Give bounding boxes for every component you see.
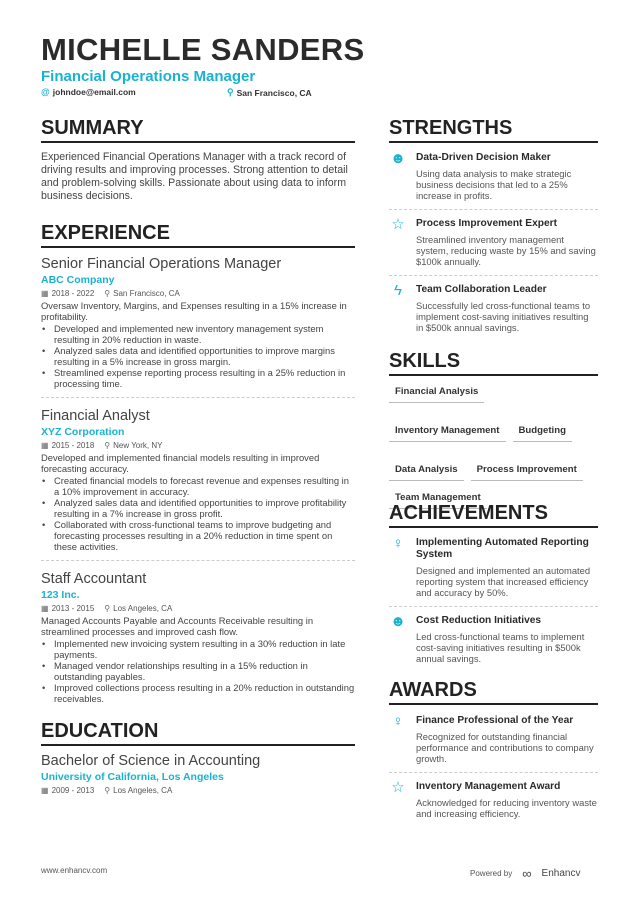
- item-description: Led cross-functional teams to implement cost-saving initiatives resulting in $500k annual savings.: [416, 631, 585, 664]
- divider: [41, 397, 355, 398]
- item-title: Inventory Management Award: [416, 781, 561, 792]
- degree: Bachelor of Science in Accounting: [41, 753, 261, 769]
- job-bullet: • Created financial models to forecast revenue and expenses resulting in a 10% improvement in accuracy.: [41, 475, 355, 497]
- strengths-item: [389, 283, 598, 333]
- location-text: San Francisco, CA: [236, 87, 312, 98]
- job-bullet: • Analyzed sales data and identified opportunities to improve profitability resulting in a 7% increase in gross profit.: [41, 497, 355, 519]
- calendar-icon: ▦: [41, 441, 49, 450]
- item-description: Recognized for outstanding financial performance and contributions to company growth.: [416, 731, 594, 764]
- brand-name: Enhancv: [541, 868, 581, 879]
- school: University of California, Los Angeles: [41, 771, 224, 783]
- location-pin-icon: ⚲: [104, 786, 111, 795]
- company-name: 123 Inc.: [41, 589, 80, 601]
- job-title: Senior Financial Operations Manager: [41, 256, 282, 272]
- summary-section: [41, 116, 355, 203]
- section-heading: ACHIEVEMENTS: [389, 501, 598, 528]
- job-title: Staff Accountant: [41, 571, 147, 587]
- lightbulb-icon: ♀: [392, 713, 404, 730]
- job-location: ⚲ Los Angeles, CA: [104, 604, 173, 613]
- item-title: Finance Professional of the Year: [416, 715, 574, 726]
- email-contact[interactable]: [41, 87, 136, 97]
- item-title: Process Improvement Expert: [416, 218, 557, 229]
- item-title: Team Collaboration Leader: [416, 284, 547, 295]
- education-dates: ▦ 2009 - 2013: [41, 786, 95, 795]
- company-name: XYZ Corporation: [41, 426, 125, 438]
- location-contact: [227, 87, 312, 98]
- job-bullet: • Improved collections process resulting in a 20% reduction in outstanding receivables.: [41, 682, 355, 704]
- job-description: Managed Accounts Payable and Accounts Receivable resulting in streamlined processes and improved cash flow.: [41, 615, 314, 637]
- achievements-item: [389, 536, 598, 598]
- item-title: Cost Reduction Initiatives: [416, 615, 542, 626]
- section-heading: SKILLS: [389, 349, 598, 376]
- powered-by[interactable]: [470, 866, 580, 881]
- experience-section: [41, 221, 355, 704]
- achievements-item: [389, 614, 598, 664]
- item-title: Data-Driven Decision Maker: [416, 152, 551, 163]
- star-icon: ☆: [391, 779, 405, 796]
- skills-section: [389, 349, 598, 509]
- item-title: Implementing Automated Reporting System: [416, 537, 589, 560]
- job-bullet: • Implemented new invoicing system resulting in a 30% reduction in late payments.: [41, 638, 355, 660]
- skill-tag: Team Management: [389, 492, 487, 509]
- section-heading: EDUCATION: [41, 719, 355, 746]
- location-pin-icon: ⚲: [104, 441, 111, 450]
- item-description: Using data analysis to make strategic business decisions that led to a 25% increase in profits.: [416, 168, 572, 201]
- candidate-name: MICHELLE SANDERS: [41, 32, 365, 67]
- calendar-icon: ▦: [41, 604, 49, 613]
- awards-item: [389, 714, 598, 764]
- head-icon: ☻: [390, 613, 406, 630]
- job-dates: ▦ 2015 - 2018: [41, 441, 95, 450]
- job-location: ⚲ New York, NY: [104, 441, 163, 450]
- company-name: ABC Company: [41, 274, 115, 286]
- item-description: Designed and implemented an automated reporting system that increased efficiency and accuracy by 50%.: [416, 565, 591, 598]
- job-title: Financial Analyst: [41, 408, 150, 424]
- awards-item: [389, 780, 598, 819]
- section-heading: STRENGTHS: [389, 116, 598, 143]
- job-bullet: • Streamlined expense reporting process resulting in a 25% reduction in processing time.: [41, 367, 355, 389]
- achievements-section: [389, 501, 598, 664]
- skill-tag: Process Improvement: [471, 464, 583, 481]
- job-bullet: • Collaborated with cross-functional teams to improve budgeting and forecasting processes resulting in a 20% reduction in time spent on these activities.: [41, 519, 355, 552]
- divider: [389, 209, 598, 210]
- strengths-item: [389, 151, 598, 201]
- skill-tag: Budgeting: [513, 425, 572, 442]
- job-bullet: • Developed and implemented new inventory management system resulting in 20% reduction in waste.: [41, 323, 355, 345]
- star-icon: ☆: [391, 216, 405, 233]
- divider: [41, 560, 355, 561]
- education-location: ⚲ Los Angeles, CA: [104, 786, 173, 795]
- job-dates: ▦ 2013 - 2015: [41, 604, 95, 613]
- skill-tag: Financial Analysis: [389, 386, 484, 403]
- education-section: [41, 719, 355, 797]
- strengths-section: [389, 116, 598, 333]
- location-pin-icon: ⚲: [104, 604, 111, 613]
- divider: [389, 772, 598, 773]
- skill-tag: Data Analysis: [389, 464, 464, 481]
- section-heading: EXPERIENCE: [41, 221, 355, 248]
- item-description: Streamlined inventory management system, reducing waste by 15% and saving $100k annually.: [416, 234, 596, 267]
- lightbulb-icon: ♀: [392, 535, 404, 552]
- calendar-icon: ▦: [41, 289, 49, 298]
- summary-text: Experienced Financial Operations Manager with a track record of driving results and improving processes. Strong attention to detail and problem-solving skills. Passionate about using data to inform business decisions.: [41, 151, 348, 202]
- job-bullet: • Analyzed sales data and identified opportunities to improve margins resulting in a 5% increase in gross margin.: [41, 345, 355, 367]
- item-description: Successfully led cross-functional teams to implement cost-saving initiatives resulting in $500k annual savings.: [416, 300, 591, 333]
- bolt-icon: ϟ: [394, 282, 402, 299]
- location-pin-icon: ⚲: [104, 289, 111, 298]
- website-link[interactable]: www.enhancv.com: [41, 866, 108, 875]
- job-entry: [41, 407, 355, 552]
- location-pin-icon: ⚲: [227, 87, 234, 97]
- job-entry: [41, 255, 355, 389]
- awards-section: [389, 678, 598, 819]
- enhancv-logo-icon: ∞: [522, 866, 532, 881]
- candidate-title: Financial Operations Manager: [41, 68, 256, 85]
- divider: [389, 606, 598, 607]
- calendar-icon: ▦: [41, 786, 49, 795]
- email-text: johndoe@email.com: [52, 87, 136, 97]
- divider: [389, 275, 598, 276]
- job-description: Developed and implemented financial models resulting in improved forecasting accuracy.: [41, 452, 320, 474]
- item-description: Acknowledged for reducing inventory waste and increasing efficiency.: [416, 797, 597, 819]
- job-location: ⚲ San Francisco, CA: [104, 289, 180, 298]
- job-description: Oversaw Inventory, Margins, and Expenses resulting in a 15% increase in profitability.: [41, 300, 347, 322]
- job-dates: ▦ 2018 - 2022: [41, 289, 95, 298]
- section-heading: AWARDS: [389, 678, 598, 705]
- job-entry: [41, 570, 355, 704]
- section-heading: SUMMARY: [41, 116, 355, 143]
- strengths-item: [389, 217, 598, 267]
- skill-tag: Inventory Management: [389, 425, 506, 442]
- job-bullet: • Managed vendor relationships resulting in a 15% reduction in outstanding payables.: [41, 660, 355, 682]
- powered-by-label: Powered by: [470, 869, 513, 878]
- at-icon: @: [41, 87, 50, 97]
- head-icon: ☻: [390, 150, 406, 167]
